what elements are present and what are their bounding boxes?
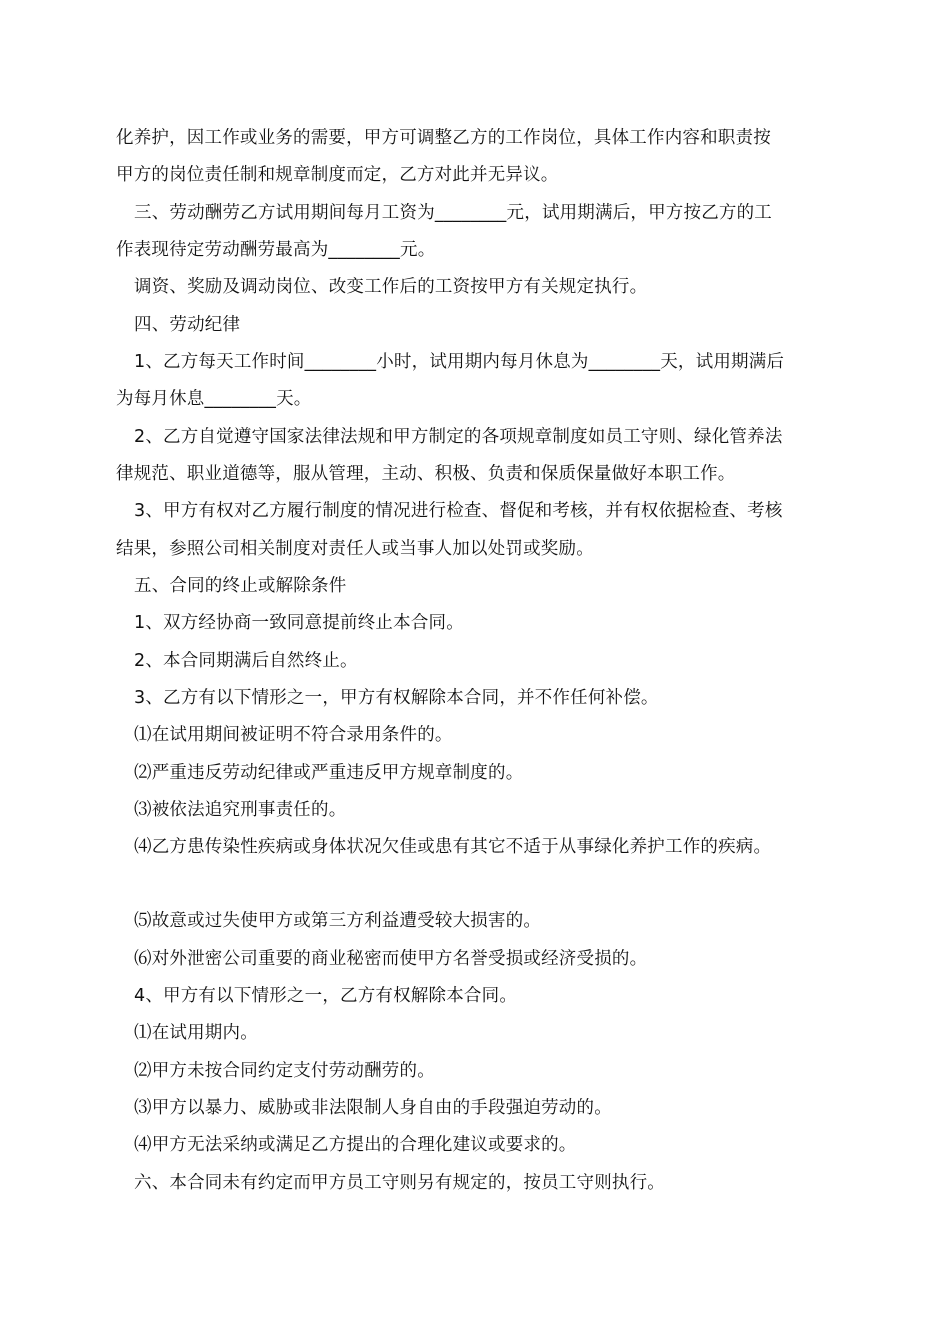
sub-clause-item: ⑴在试用期间被证明不符合录用条件的。 bbox=[134, 725, 453, 745]
sub-clause-item: ⑶被依法追究刑事责任的。 bbox=[134, 800, 347, 820]
sub-clause-item: ⑷乙方患传染性疾病或身体状况欠佳或患有其它不适于从事绿化养护工作的疾病。 bbox=[134, 837, 772, 857]
clause-item: 1、乙方每天工作时间________小时，试用期内每月休息为________天，试用期满后 bbox=[134, 352, 785, 372]
sub-clause-item: ⑵严重违反劳动纪律或严重违反甲方规章制度的。 bbox=[134, 763, 524, 783]
sub-clause-item: ⑵甲方未按合同约定支付劳动酬劳的。 bbox=[134, 1061, 435, 1081]
body-text-line: 作表现待定劳动酬劳最高为________元。 bbox=[116, 240, 436, 260]
clause-item: 4、甲方有以下情形之一，乙方有权解除本合同。 bbox=[134, 986, 518, 1006]
sub-clause-item: ⑹对外泄密公司重要的商业秘密而使甲方名誉受损或经济受损的。 bbox=[134, 949, 648, 969]
body-text-line: 律规范、职业道德等，服从管理，主动、积极、负责和保质保量做好本职工作。 bbox=[116, 464, 736, 484]
clause-item: 1、双方经协商一致同意提前终止本合同。 bbox=[134, 613, 464, 633]
section-6-heading: 六、本合同未有约定而甲方员工守则另有规定的，按员工守则执行。 bbox=[134, 1173, 665, 1193]
body-text-line: 为每月休息________天。 bbox=[116, 389, 312, 409]
body-text-line: 调资、奖励及调动岗位、改变工作后的工资按甲方有关规定执行。 bbox=[134, 277, 648, 297]
section-4-heading: 四、劳动纪律 bbox=[134, 315, 241, 335]
section-5-heading: 五、合同的终止或解除条件 bbox=[134, 576, 347, 596]
clause-item: 3、乙方有以下情形之一，甲方有权解除本合同，并不作任何补偿。 bbox=[134, 688, 659, 708]
sub-clause-item: ⑴在试用期内。 bbox=[134, 1023, 258, 1043]
sub-clause-item: ⑶甲方以暴力、威胁或非法限制人身自由的手段强迫劳动的。 bbox=[134, 1098, 612, 1118]
sub-clause-item: ⑸故意或过失使甲方或第三方利益遭受较大损害的。 bbox=[134, 911, 542, 931]
clause-item: 2、本合同期满后自然终止。 bbox=[134, 651, 358, 671]
body-text-line: 化养护，因工作或业务的需要，甲方可调整乙方的工作岗位，具体工作内容和职责按 bbox=[116, 128, 771, 148]
body-text-line: 甲方的岗位责任制和规章制度而定，乙方对此并无异议。 bbox=[116, 165, 559, 185]
section-3-heading: 三、劳动酬劳乙方试用期间每月工资为________元，试用期满后，甲方按乙方的工 bbox=[134, 203, 772, 223]
clause-item: 2、乙方自觉遵守国家法律法规和甲方制定的各项规章制度如员工守则、绿化管养法 bbox=[134, 427, 783, 447]
body-text-line: 结果，参照公司相关制度对责任人或当事人加以处罚或奖励。 bbox=[116, 539, 594, 559]
clause-item: 3、甲方有权对乙方履行制度的情况进行检查、督促和考核，并有权依据检查、考核 bbox=[134, 501, 783, 521]
sub-clause-item: ⑷甲方无法采纳或满足乙方提出的合理化建议或要求的。 bbox=[134, 1135, 577, 1155]
